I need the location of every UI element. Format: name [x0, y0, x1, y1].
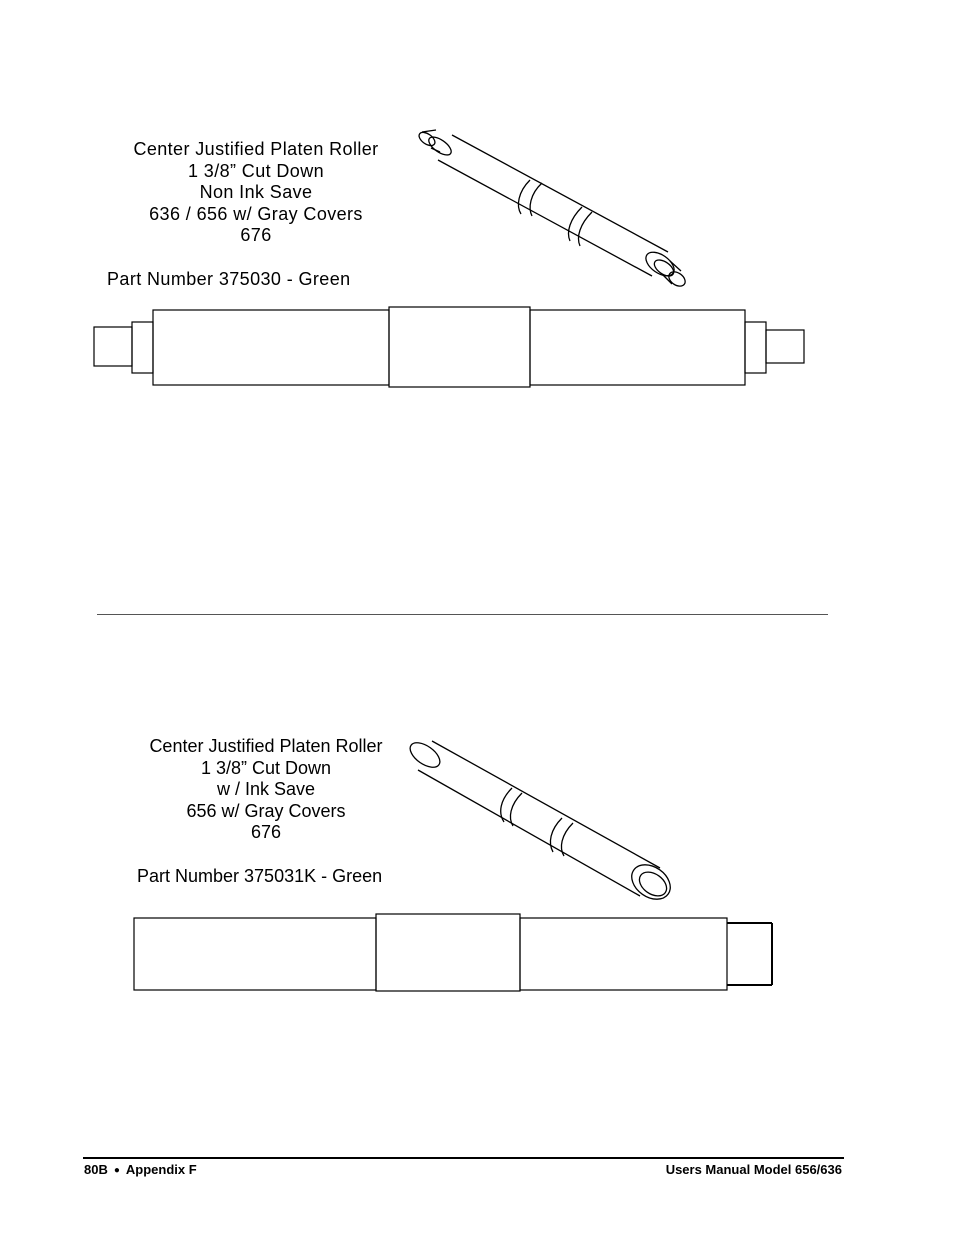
- roller-2-size: 1 3/8” Cut Down: [200, 757, 332, 778]
- roller-1-ink-type: Non Ink Save: [199, 182, 313, 203]
- bullet-icon: ●: [113, 1165, 120, 1176]
- roller-1-isometric-illustration: [417, 130, 688, 289]
- roller-1-size: 1 3/8” Cut Down: [187, 160, 325, 181]
- roller-2-ink-type: w / Ink Save: [216, 779, 316, 800]
- section-name: Appendix F: [125, 1162, 197, 1177]
- roller-2-model-alt: 676: [250, 822, 282, 843]
- roller-1-models: 636 / 656 w/ Gray Covers: [149, 203, 363, 224]
- roller-2-models: 656 w/ Gray Covers: [186, 800, 346, 821]
- footer-rule: [83, 1157, 844, 1159]
- page-number: 80B: [84, 1162, 108, 1177]
- roller-1-model-alt: 676: [240, 225, 272, 246]
- footer-page-info: [84, 1162, 197, 1177]
- roller-2-part-number: Part Number 375031K - Green: [137, 866, 383, 886]
- manual-title: Users Manual Model 656/636: [665, 1162, 842, 1177]
- roller-1-title: Center Justified Platen Roller: [133, 139, 379, 159]
- roller-1-part-number: Part Number 375030 - Green: [107, 269, 351, 289]
- roller-2-side-view: [134, 914, 772, 991]
- roller-2-isometric-illustration: [406, 738, 677, 906]
- roller-1-side-view: [94, 307, 804, 387]
- section-divider: [97, 614, 828, 615]
- roller-2-title: Center Justified Platen Roller: [149, 736, 383, 756]
